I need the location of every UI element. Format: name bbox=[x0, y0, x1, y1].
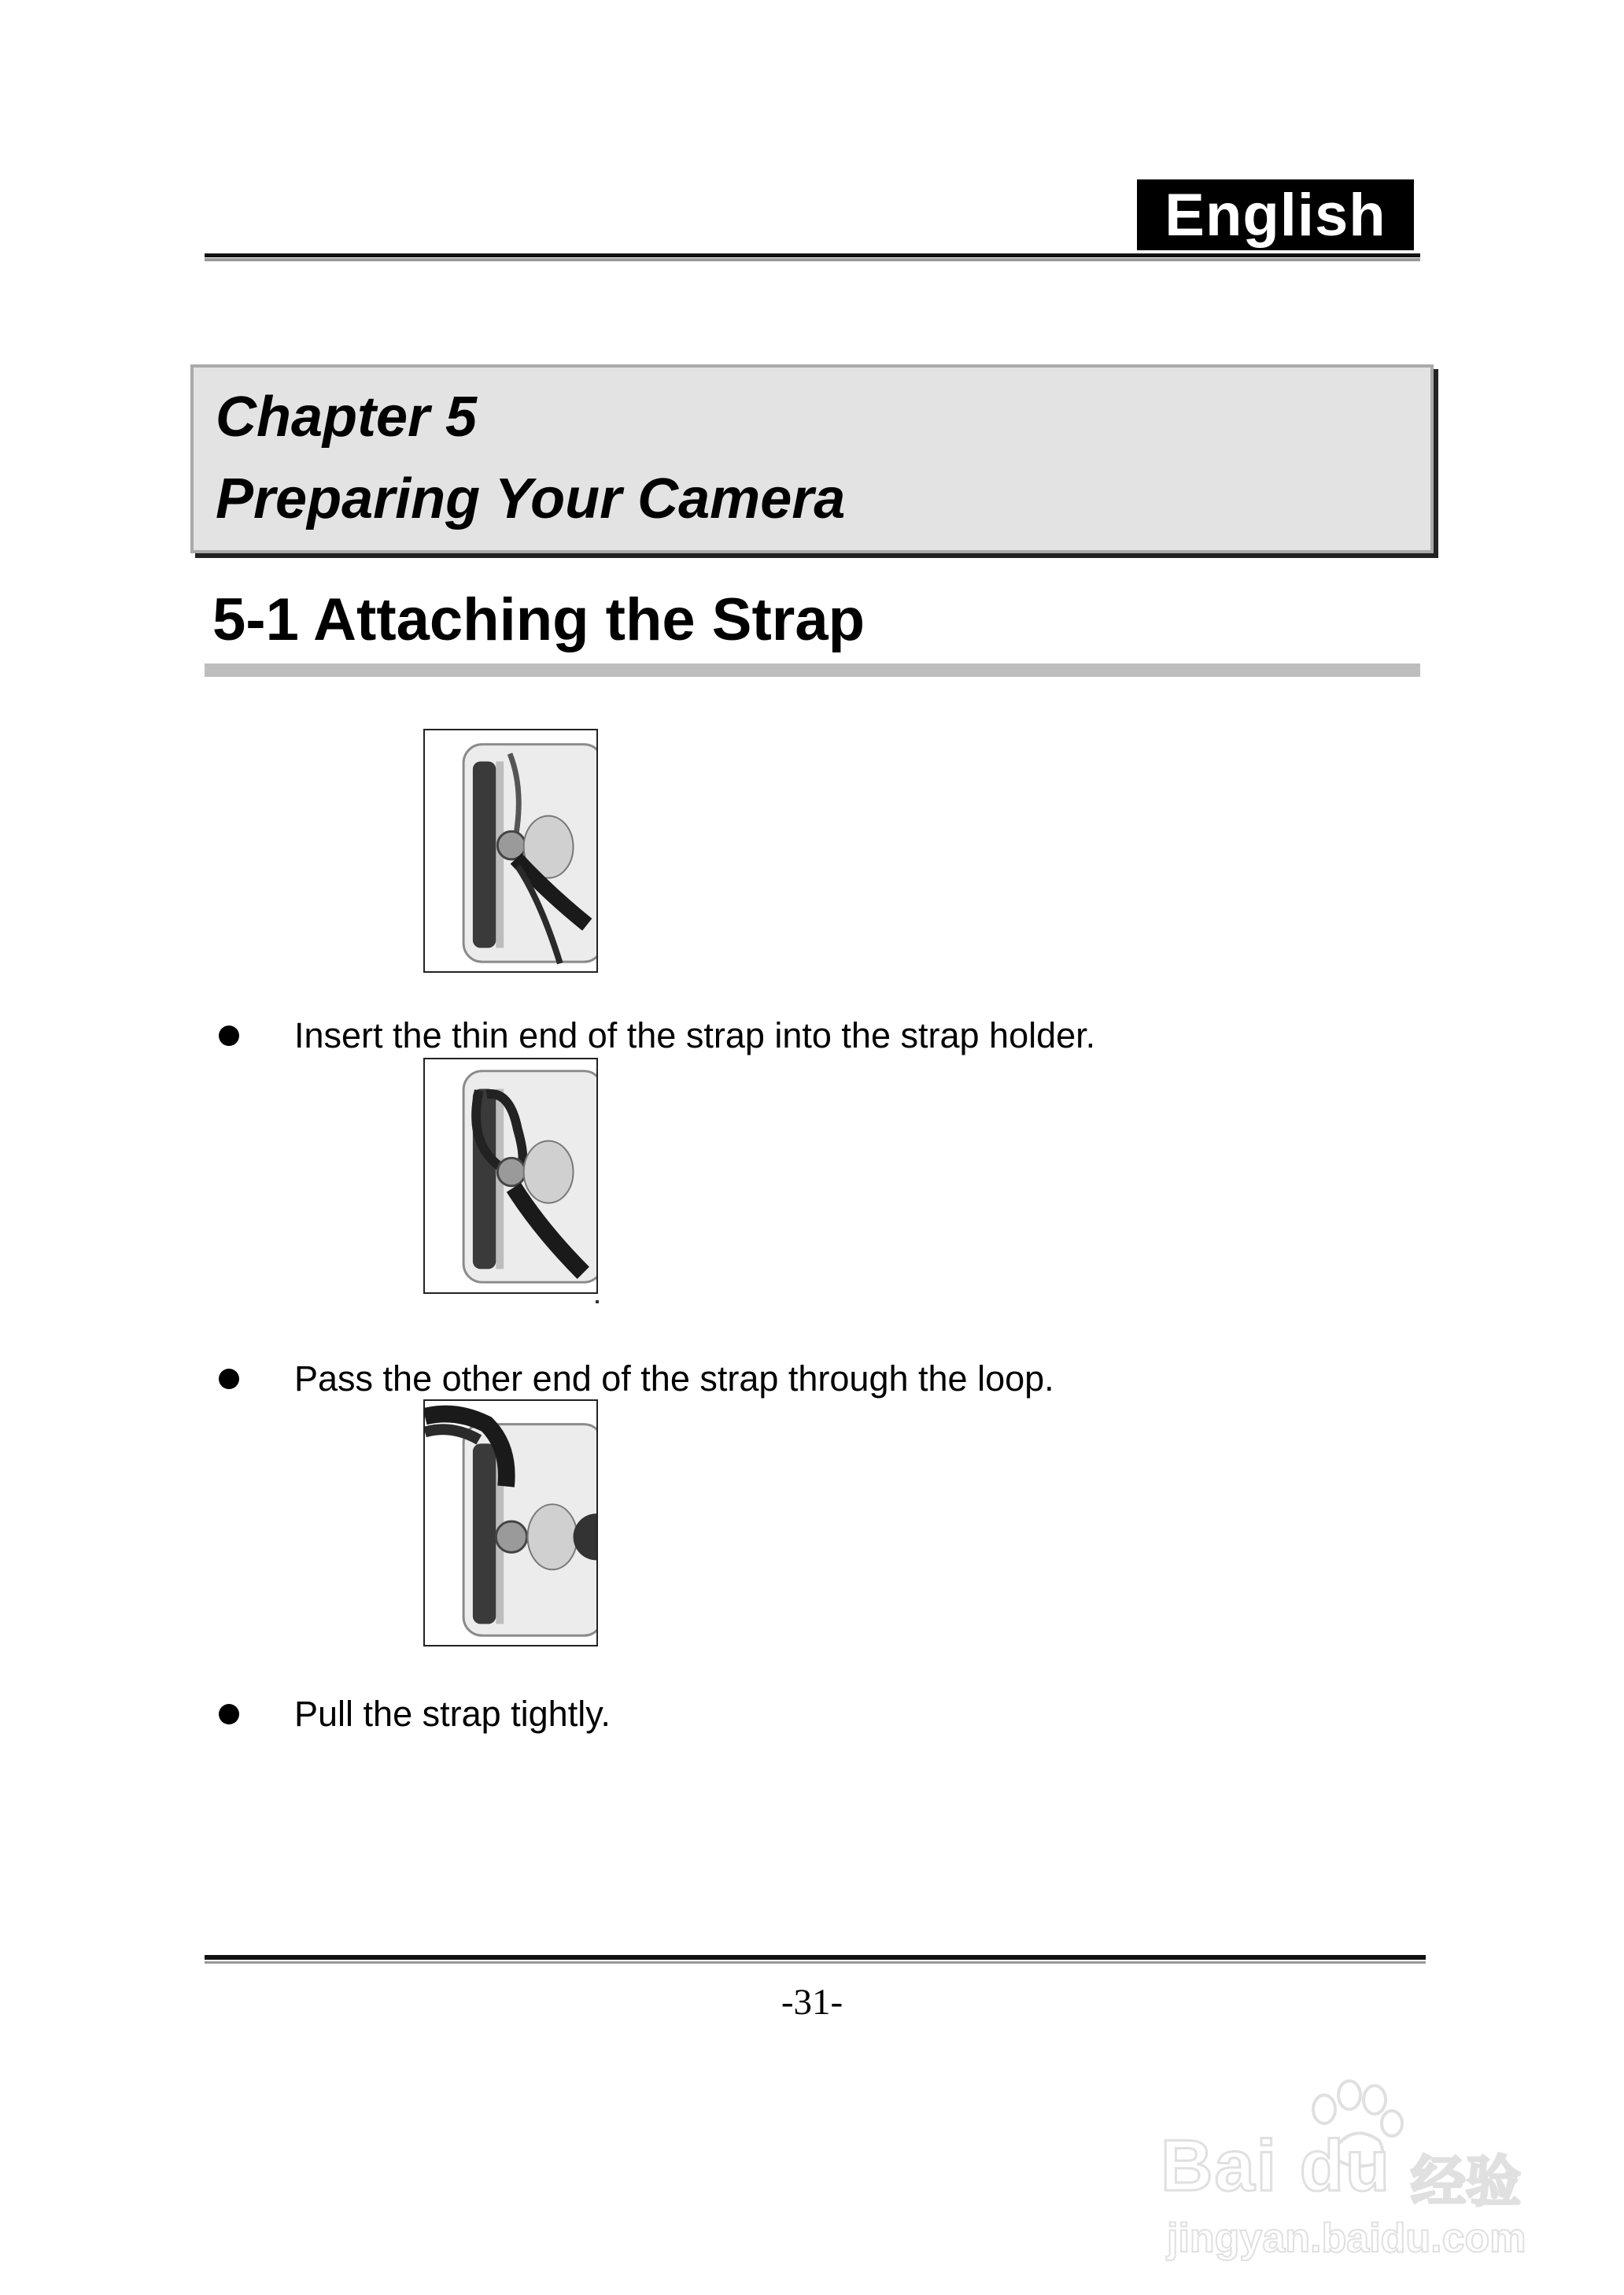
watermark-brand: Bai du bbox=[1161, 2126, 1392, 2206]
stray-dot bbox=[596, 1300, 599, 1303]
section-heading: 5-1 Attaching the Strap bbox=[212, 586, 866, 653]
bullet-dot bbox=[219, 1369, 239, 1389]
strap-insert-photo bbox=[423, 729, 598, 973]
footer-rule bbox=[205, 1955, 1426, 1964]
bullet-dot bbox=[219, 1026, 239, 1046]
strap-tight-photo bbox=[423, 1399, 598, 1646]
section-rule bbox=[205, 663, 1420, 677]
watermark-url: jingyan.baidu.com bbox=[1167, 2216, 1526, 2261]
step-text: Pass the other end of the strap through the loop. bbox=[294, 1358, 1054, 1399]
strap-loop-photo bbox=[423, 1058, 598, 1294]
step-item bbox=[219, 1355, 1399, 1402]
page-number: -31- bbox=[781, 1982, 843, 2023]
step-item bbox=[219, 1691, 1399, 1738]
step-text: Insert the thin end of the strap into the strap holder. bbox=[294, 1015, 1096, 1055]
header-rule bbox=[205, 253, 1420, 261]
step-text: Pull the strap tightly. bbox=[294, 1694, 611, 1734]
step-item bbox=[219, 1012, 1399, 1059]
chapter-banner bbox=[190, 364, 1434, 553]
language-tab: English bbox=[1137, 179, 1414, 250]
bullet-dot bbox=[219, 1704, 239, 1724]
watermark-chinese: 经验 bbox=[1411, 2149, 1521, 2214]
chapter-title: Preparing Your Camera bbox=[216, 468, 846, 530]
chapter-number: Chapter 5 bbox=[216, 386, 478, 449]
baidu-watermark bbox=[1161, 2078, 1538, 2267]
